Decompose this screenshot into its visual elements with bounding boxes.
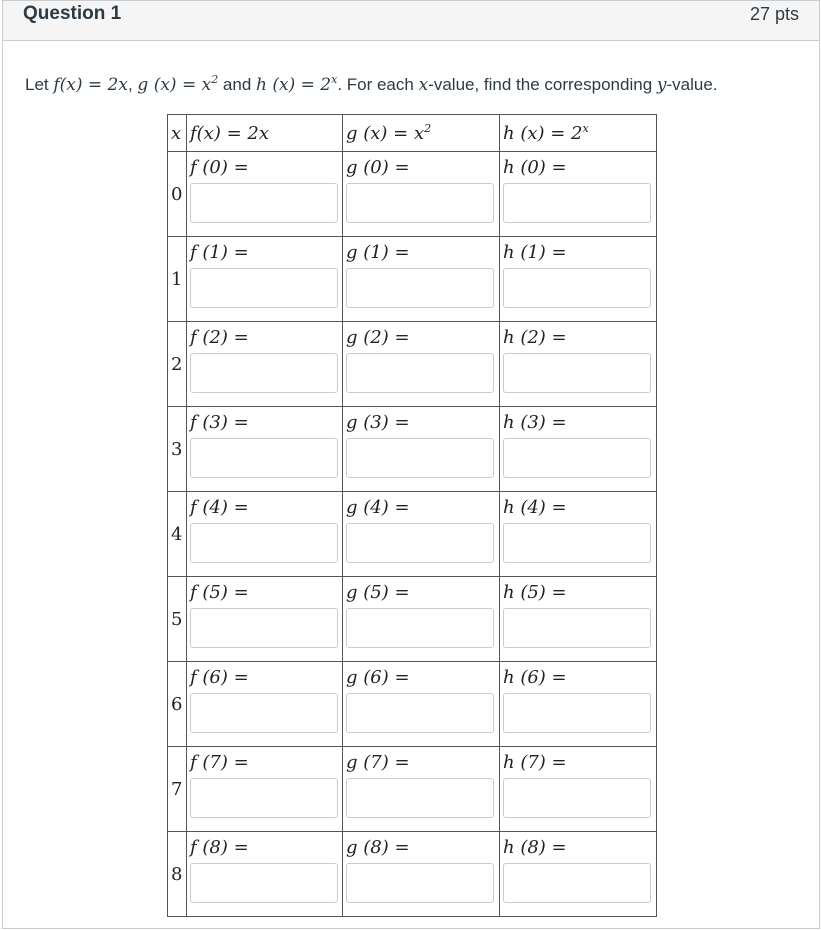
table-row [168,152,657,237]
question-title: Question 1 [23,3,122,24]
f-cell [187,662,343,747]
values-table [167,114,657,917]
f-answer-input[interactable] [190,438,338,478]
prompt-let: Let [25,75,54,94]
table-header-row [168,115,657,152]
header-h-exponent: x [582,121,589,135]
h-cell [500,237,657,322]
f-answer-input[interactable] [190,523,338,563]
f-label: f (2) = [190,327,249,348]
g-label: g (7) = [346,752,410,773]
f-label: f (1) = [190,242,249,263]
x-value: 7 [168,747,187,832]
x-value: 0 [168,152,187,237]
f-answer-input[interactable] [190,778,338,818]
question-points: 27 pts [749,4,799,24]
g-cell [343,407,500,492]
h-label: h (7) = [503,752,567,773]
h-answer-input[interactable] [503,183,651,223]
g-label: g (4) = [346,497,410,518]
x-value: 4 [168,492,187,577]
f-answer-input[interactable] [190,863,338,903]
g-answer-input[interactable] [346,353,494,393]
f-answer-input[interactable] [190,353,338,393]
h-cell [500,492,657,577]
h-answer-input[interactable] [503,438,651,478]
table-row [168,832,657,917]
h-label: h (0) = [503,157,567,178]
table-row [168,407,657,492]
question-prompt [25,75,718,95]
h-answer-input[interactable] [503,353,651,393]
f-cell [187,747,343,832]
table-row [168,237,657,322]
f-label: f (6) = [190,667,249,688]
prompt-f-definition: f(x) = 2x [53,75,128,95]
prompt-text-1: . For each [337,75,419,94]
prompt-h-exponent: x [331,73,338,86]
prompt-and: and [218,75,257,94]
question-header [3,1,819,41]
f-answer-input[interactable] [190,693,338,733]
f-answer-input[interactable] [190,183,338,223]
g-answer-input[interactable] [346,693,494,733]
prompt-h-definition [256,75,337,95]
h-cell [500,407,657,492]
h-answer-input[interactable] [503,523,651,563]
header-g-exponent: 2 [424,121,432,135]
f-label: f (3) = [190,412,249,433]
x-value: 8 [168,832,187,917]
h-answer-input[interactable] [503,863,651,903]
g-cell [343,832,500,917]
prompt-g-base: g (x) = x [137,75,212,95]
g-answer-input[interactable] [346,183,494,223]
g-label: g (6) = [346,667,410,688]
g-answer-input[interactable] [346,608,494,648]
h-label: h (5) = [503,582,567,603]
table-row [168,747,657,832]
g-cell [343,492,500,577]
h-cell [500,662,657,747]
x-value: 1 [168,237,187,322]
prompt-x-variable: x [418,75,429,95]
f-cell [187,492,343,577]
h-cell [500,747,657,832]
g-answer-input[interactable] [346,523,494,563]
h-cell [500,152,657,237]
f-cell [187,152,343,237]
table-row [168,577,657,662]
f-answer-input[interactable] [190,608,338,648]
table-row [168,322,657,407]
g-answer-input[interactable] [346,863,494,903]
h-label: h (2) = [503,327,567,348]
prompt-text-2: -value, find the corresponding [428,75,657,94]
h-answer-input[interactable] [503,268,651,308]
h-answer-input[interactable] [503,608,651,648]
g-label: g (8) = [346,837,410,858]
g-answer-input[interactable] [346,438,494,478]
h-label: h (8) = [503,837,567,858]
h-label: h (6) = [503,667,567,688]
f-answer-input[interactable] [190,268,338,308]
x-value: 2 [168,322,187,407]
header-g [343,115,500,152]
prompt-y-variable: y [656,75,667,95]
f-label: f (8) = [190,837,249,858]
h-label: h (3) = [503,412,567,433]
f-cell [187,322,343,407]
g-label: g (0) = [346,157,410,178]
f-label: f (4) = [190,497,249,518]
h-label: h (1) = [503,242,567,263]
g-cell [343,322,500,407]
h-cell [500,577,657,662]
g-answer-input[interactable] [346,778,494,818]
prompt-g-exponent: 2 [211,73,219,86]
f-label: f (5) = [190,582,249,603]
prompt-h-base: h (x) = 2 [256,75,332,95]
h-label: h (4) = [503,497,567,518]
f-label: f (0) = [190,157,249,178]
g-cell [343,662,500,747]
h-answer-input[interactable] [503,778,651,818]
prompt-separator: , [127,75,138,94]
g-answer-input[interactable] [346,268,494,308]
h-cell [500,322,657,407]
h-cell [500,832,657,917]
g-cell [343,577,500,662]
g-label: g (5) = [346,582,410,603]
header-h-base: h (x) = 2 [503,122,583,144]
g-label: g (2) = [346,327,410,348]
g-cell [343,152,500,237]
question-card [2,0,820,929]
g-label: g (3) = [346,412,410,433]
f-cell [187,407,343,492]
table-row [168,492,657,577]
f-cell [187,832,343,917]
g-label: g (1) = [346,242,410,263]
x-value: 3 [168,407,187,492]
x-value: 6 [168,662,187,747]
g-cell [343,747,500,832]
header-h [500,115,657,152]
f-cell [187,577,343,662]
prompt-text-3: -value. [666,75,718,94]
prompt-g-definition [137,75,218,95]
header-x: x [168,115,187,152]
g-cell [343,237,500,322]
header-g-base: g (x) = x [346,122,425,144]
h-answer-input[interactable] [503,693,651,733]
f-cell [187,237,343,322]
header-f: f(x) = 2x [187,115,343,152]
f-label: f (7) = [190,752,249,773]
x-value: 5 [168,577,187,662]
table-row [168,662,657,747]
